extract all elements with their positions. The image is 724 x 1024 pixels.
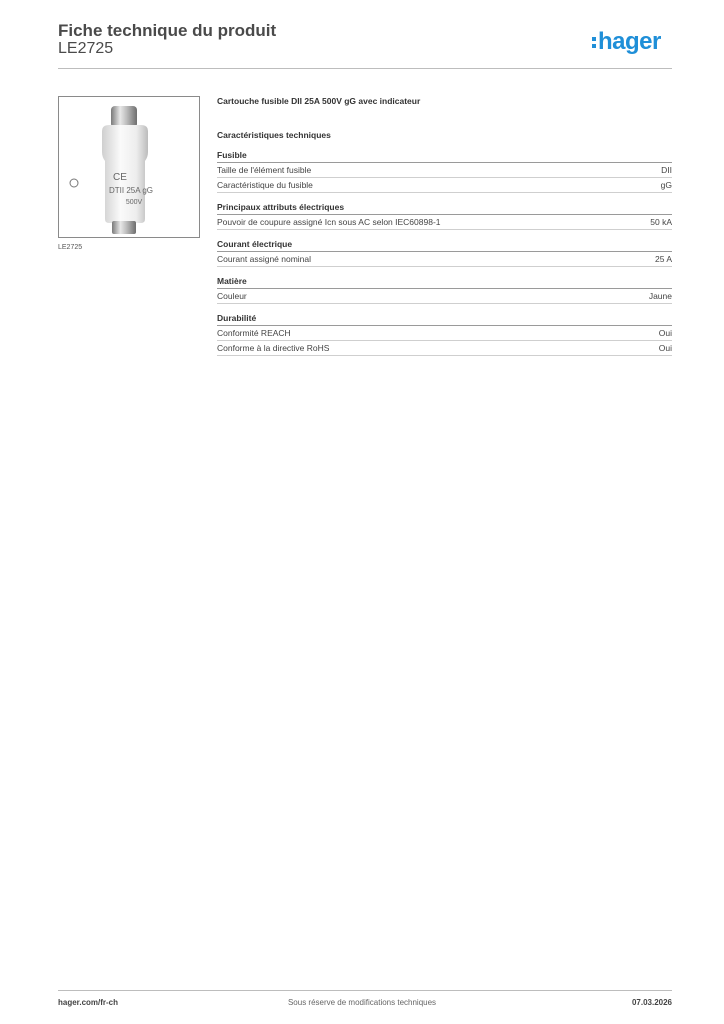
fuse-label-ce: CE [113,172,127,183]
spec-row [217,341,672,356]
spec-group [217,276,672,304]
spec-group-title: Fusible [217,150,672,163]
footer-website-link[interactable]: hager.com/fr-ch [58,998,119,1007]
spec-label: Pouvoir de coupure assigné Icn sous AC selon IEC60898-1 [217,217,441,227]
spec-value: Oui [658,343,672,353]
spec-group [217,202,672,230]
spec-row [217,178,672,193]
footer-disclaimer: Sous réserve de modifications techniques [287,998,437,1007]
spec-group-title: Durabilité [217,313,672,326]
spec-label: Couleur [217,291,247,301]
spec-group [217,239,672,267]
page-title: Fiche technique du produit [58,21,277,40]
spec-label: Conformité REACH [217,328,291,338]
spec-label: Conforme à la directive RoHS [217,343,330,353]
spec-group-title: Principaux attributs électriques [217,202,672,215]
spec-row [217,163,672,178]
spec-groups [217,150,672,356]
fuse-label-voltage: 500V [125,199,143,206]
spec-value: Oui [658,328,672,338]
spec-label: Courant assigné nominal [217,254,312,264]
image-caption: LE2725 [58,244,83,251]
fuse-label-type: DTII 25A gG [108,186,154,195]
spec-value: 25 A [654,254,672,264]
spec-value: Jaune [648,291,672,301]
spec-row [217,289,672,304]
product-name: Cartouche fusible DII 25A 500V gG avec indicateur [217,96,421,106]
logo-dots-icon [592,37,596,48]
spec-label: Caractéristique du fusible [217,180,313,190]
spec-label: Taille de l'élément fusible [217,165,312,175]
spec-value: DII [661,165,672,175]
footer-date: 07.03.2026 [631,998,672,1007]
spec-group [217,313,672,356]
hager-logo [592,27,661,57]
product-image [58,96,200,238]
spec-group-title: Courant électrique [217,239,672,252]
spec-row [217,252,672,267]
logo-text: hager [598,28,661,55]
product-reference: LE2725 [58,40,114,57]
spec-group [217,150,672,193]
spec-content [217,96,672,365]
section-title: Caractéristiques techniques [217,130,331,140]
header-divider [58,68,672,69]
spec-group-title: Matière [217,276,672,289]
spec-value: gG [660,180,672,190]
spec-row [217,326,672,341]
footer-divider [58,990,672,991]
spec-row [217,215,672,230]
fuse-cartridge-icon [59,97,199,237]
spec-value: 50 kA [650,217,672,227]
